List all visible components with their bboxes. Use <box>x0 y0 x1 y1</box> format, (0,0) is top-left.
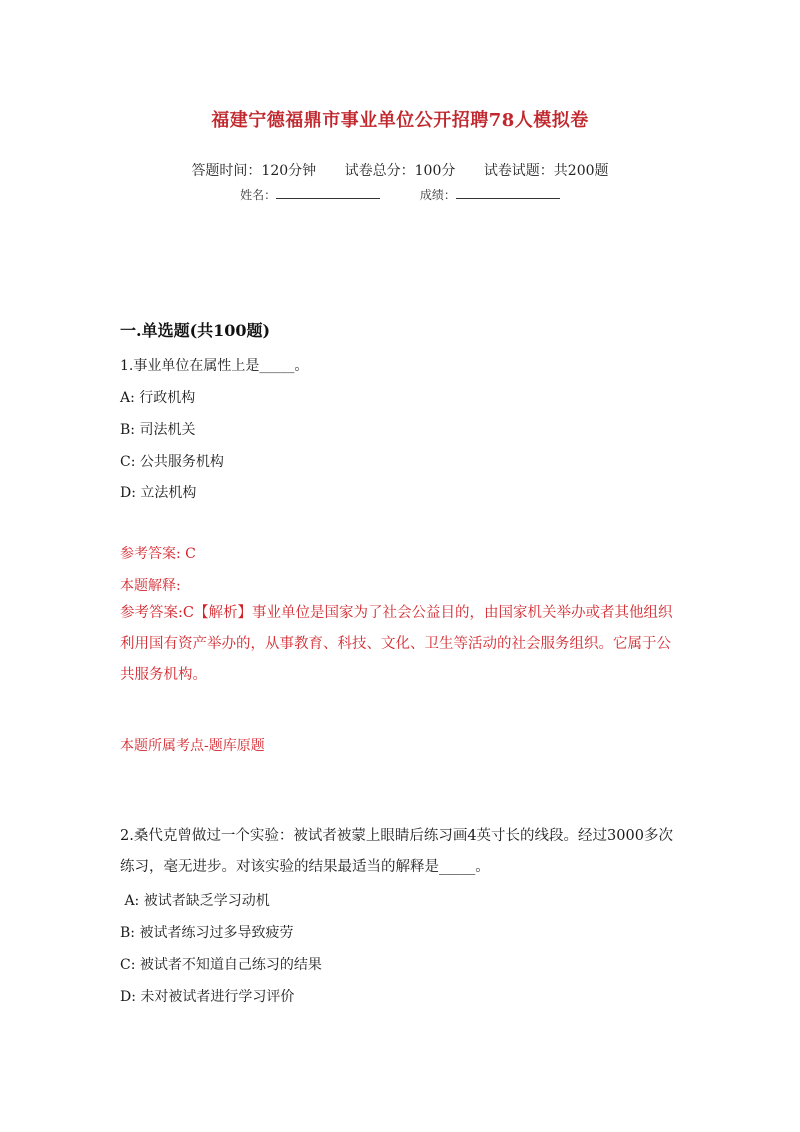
question-1-answer: 参考答案: C <box>120 546 196 562</box>
question-1-stem: 1.事业单位在属性上是_____。 <box>120 358 309 374</box>
question-2-option-c: C: 被试者不知道自己练习的结果 <box>120 957 322 973</box>
question-1-option-b: B: 司法机关 <box>120 422 196 438</box>
exam-title: 福建宁德福鼎市事业单位公开招聘78人模拟卷 <box>211 110 589 131</box>
question-1-option-c: C: 公共服务机构 <box>120 454 224 470</box>
question-2-option-a: A: 被试者缺乏学习动机 <box>120 893 270 909</box>
exam-meta <box>0 160 800 180</box>
score-label: 成绩： <box>419 188 456 202</box>
question-1-option-d: D: 立法机构 <box>120 485 197 501</box>
exam-total-questions: 试卷试题：共200题 <box>483 163 609 179</box>
name-field <box>240 188 380 202</box>
exam-time: 答题时间：120分钟 <box>191 163 317 179</box>
name-label: 姓名： <box>240 188 277 202</box>
exam-total-score: 试卷总分：100分 <box>344 163 456 179</box>
question-1-explain-label: 本题解释: <box>120 578 181 594</box>
name-score-line <box>0 186 800 203</box>
question-2-option-b: B: 被试者练习过多导致疲劳 <box>120 925 294 941</box>
section-title: 一.单选题(共100题) <box>120 321 271 340</box>
name-blank <box>276 188 380 199</box>
question-1-topic: 本题所属考点-题库原题 <box>120 738 265 754</box>
question-1-option-a: A: 行政机构 <box>120 390 196 406</box>
question-1-explanation: 参考答案:C【解析】事业单位是国家为了社会公益目的，由国家机关举办或者其他组织利用国有资产举办的，从事教育、科技、文化、卫生等活动的社会服务组织。它属于公共服务机构。 <box>120 605 673 683</box>
question-2-stem: 2.桑代克曾做过一个实验：被试者被蒙上眼睛后练习画4英寸长的线段。经过3000多次练习，毫无进步。对该实验的结果最适当的解释是_____。 <box>120 828 673 875</box>
question-2-option-d: D: 未对被试者进行学习评价 <box>120 989 295 1005</box>
score-blank <box>456 188 560 199</box>
score-field <box>420 188 560 202</box>
